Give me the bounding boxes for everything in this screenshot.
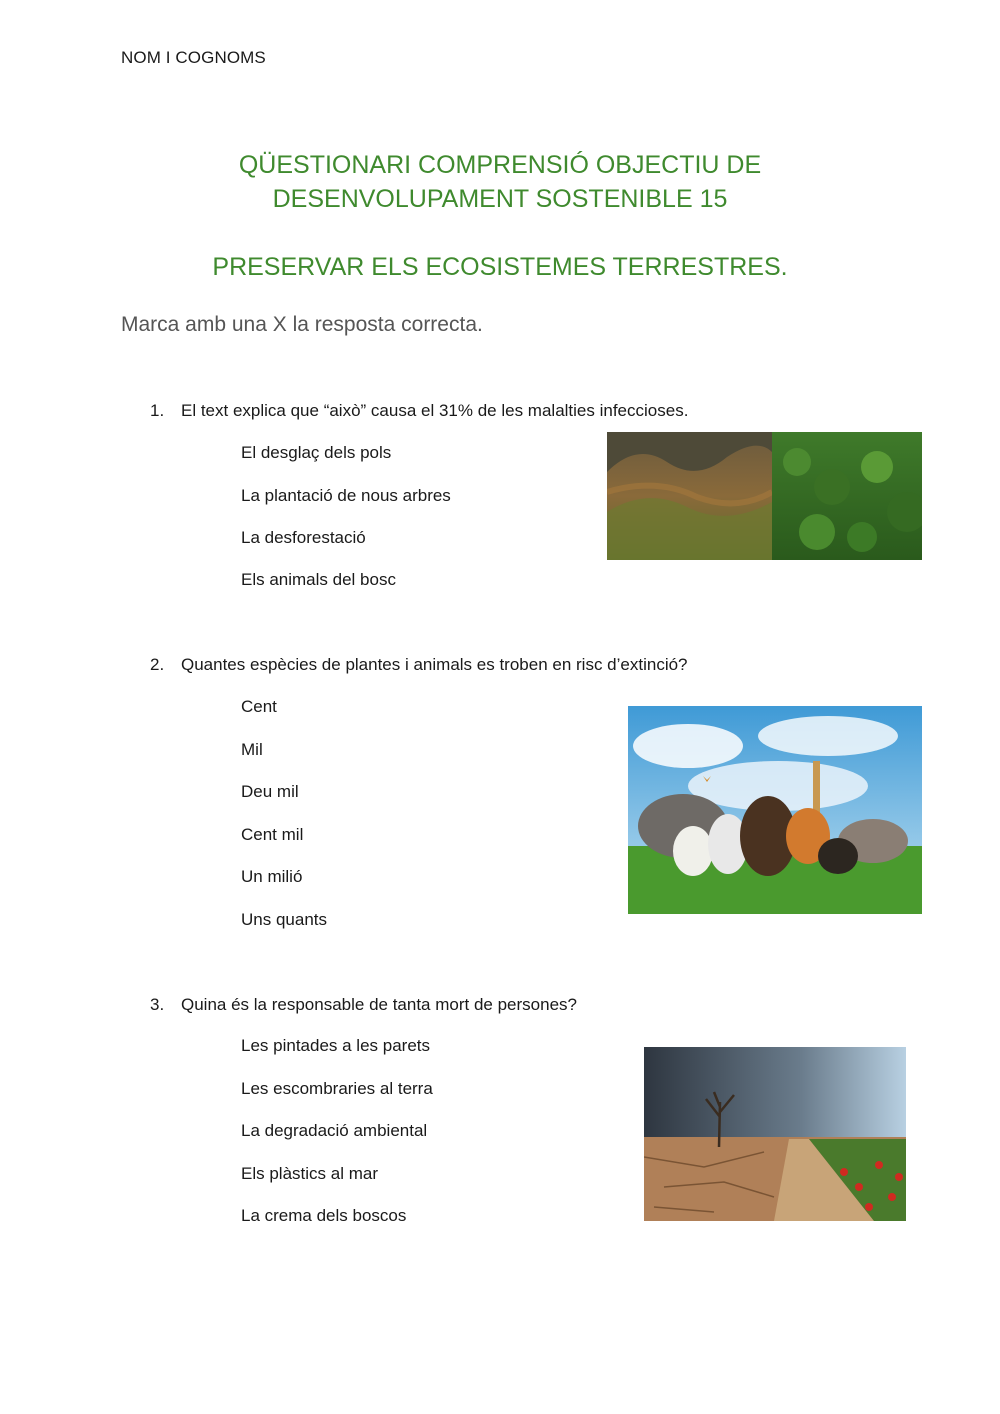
answer-option[interactable]: Mil [241, 740, 263, 759]
page-subtitle: PRESERVAR ELS ECOSISTEMES TERRESTRES. [212, 253, 788, 281]
instruction-text: Marca amb una X la resposta correcta. [121, 313, 483, 336]
question-1 [150, 401, 688, 421]
answer-option[interactable]: La desforestació [241, 528, 366, 547]
answer-option[interactable]: La plantació de nous arbres [241, 486, 451, 505]
answer-option[interactable]: Deu mil [241, 782, 299, 801]
question-text: El text explica que “això” causa el 31% de les malalties infeccioses. [181, 401, 689, 420]
deforestation-photo [607, 432, 922, 560]
question-text: Quantes espècies de plantes i animals es troben en risc d’extinció? [181, 655, 688, 674]
question-number: 2. [150, 655, 165, 674]
answer-option[interactable]: Els animals del bosc [241, 570, 396, 589]
title-line-2: DESENVOLUPAMENT SOSTENIBLE 15 [272, 185, 728, 213]
answer-option[interactable]: Un milió [241, 867, 303, 886]
question-text: Quina és la responsable de tanta mort de persones? [181, 995, 577, 1014]
answer-option[interactable]: La crema dels boscos [241, 1206, 407, 1225]
answer-option[interactable]: Les escombraries al terra [241, 1079, 433, 1098]
title-line-1: QÜESTIONARI COMPRENSIÓ OBJECTIU DE [238, 151, 762, 179]
answer-option[interactable]: Cent mil [241, 825, 304, 844]
answer-option[interactable]: Els plàstics al mar [241, 1164, 378, 1183]
question-3 [150, 995, 577, 1015]
animals-photo [628, 706, 922, 914]
answer-option[interactable]: Uns quants [241, 910, 327, 929]
answer-option[interactable]: La degradació ambiental [241, 1121, 428, 1140]
page-title [0, 148, 1000, 216]
question-2 [150, 655, 688, 675]
answer-option[interactable]: Cent [241, 697, 277, 716]
question-number: 3. [150, 995, 165, 1014]
degradation-photo [644, 1047, 906, 1221]
name-field-label: NOM I COGNOMS [121, 48, 266, 67]
question-number: 1. [150, 401, 165, 420]
answer-option[interactable]: Les pintades a les parets [241, 1036, 431, 1055]
answer-option[interactable]: El desglaç dels pols [241, 443, 392, 462]
